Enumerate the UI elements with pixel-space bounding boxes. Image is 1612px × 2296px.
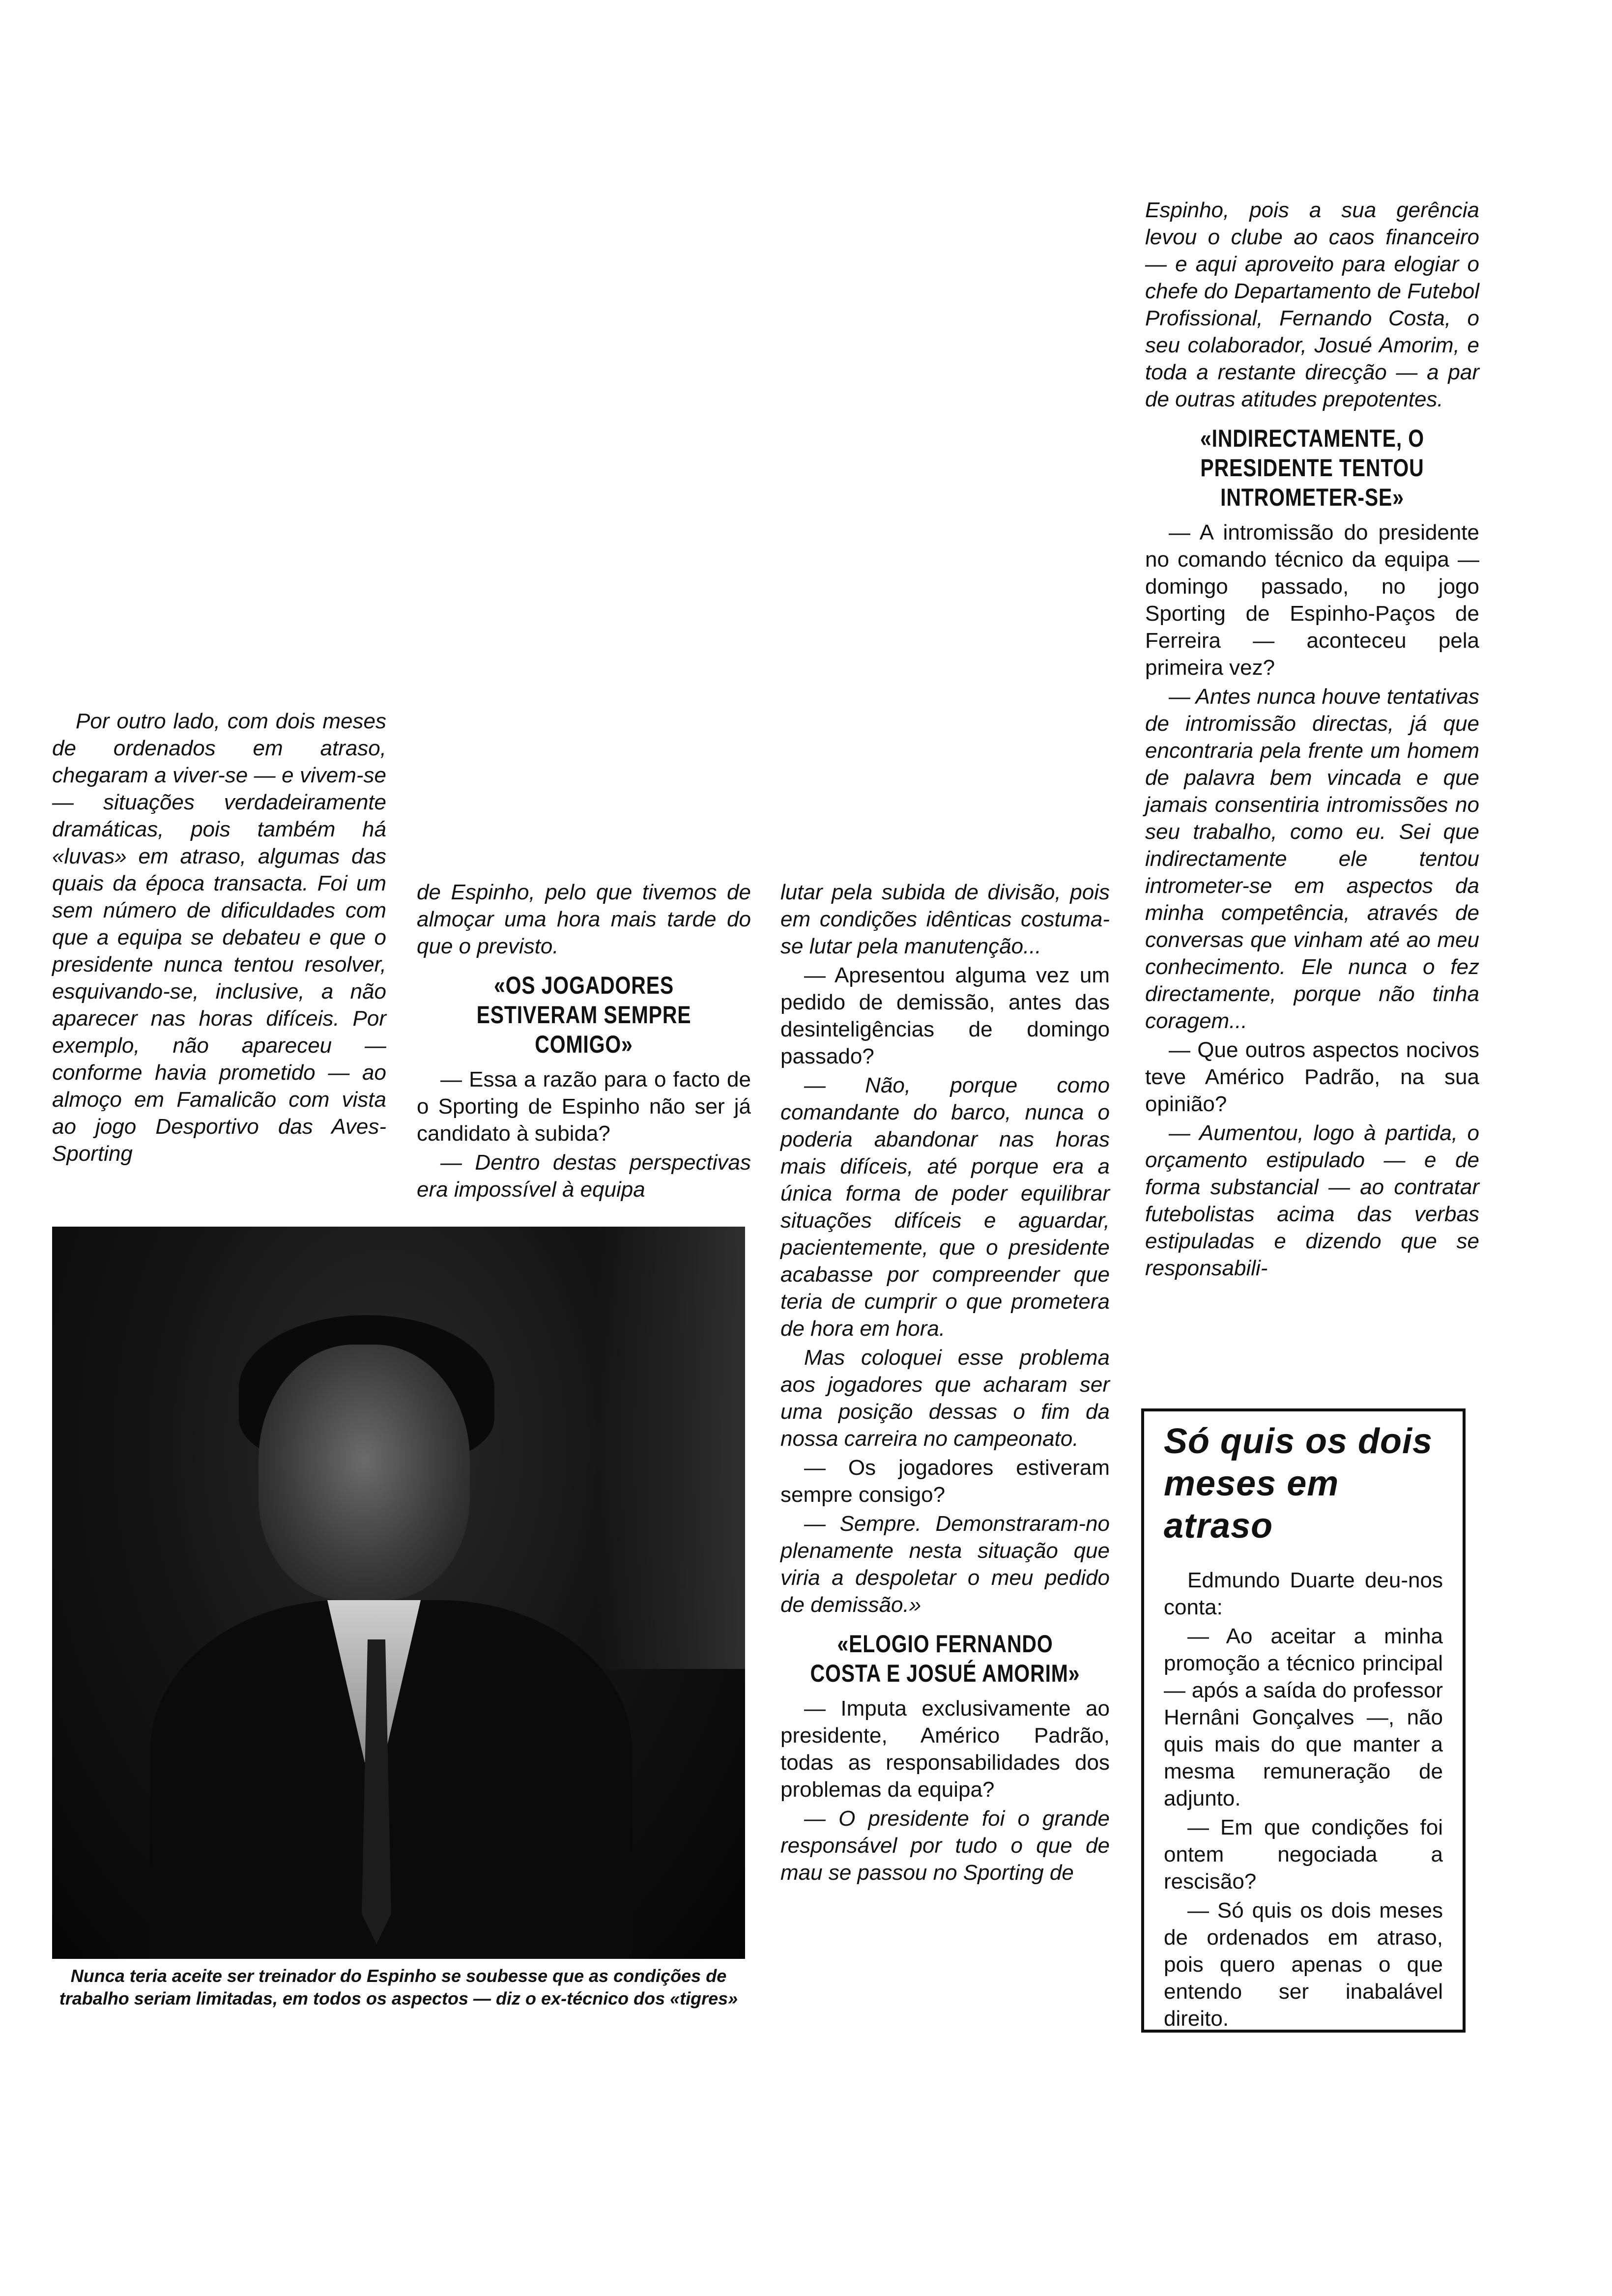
question-jogadores-consigo: — Os jogadores estiveram sempre consigo? [780,1456,1110,1507]
subheading-indirectamente: «INDIRECTAMENTE, O PRESIDENTE TENTOU INTROMETER-SE» [1200,425,1424,511]
coach-portrait-photo [52,1227,745,1959]
subheading-jogadores: «OS JOGADORES ESTIVERAM SEMPRE COMIGO» [476,972,691,1058]
answer-jogadores-problema: Mas coloquei esse problema aos jogadores que acharam ser uma posição dessas o fim da nossa carreira no campeonato. [780,1346,1110,1451]
box-answer-promocao: — Ao aceitar a minha promoção a técnico principal — após a saída do professor Hernâni Gonçalves —, não quis mais do que manter a mesma remuneração de adjunto. [1164,1624,1443,1810]
question-outros-aspectos: — Que outros aspectos nocivos teve Américo Padrão, na sua opinião? [1145,1038,1479,1116]
answer-presidente-responsavel: — O presidente foi o grande responsável por tudo o que de mau se passou no Sporting de [780,1807,1110,1885]
question-candidato-subida: — Essa a razão para o facto de o Sporting de Espinho não ser já candidato à subida? [417,1067,751,1146]
box-answer-atraso: — Só quis os dois meses de ordenados em atraso, pois quero apenas o que entendo ser inabalável direito. [1164,1898,1443,2031]
answer-comandante: — Não, porque como comandante do barco, nunca o poderia abandonar nas horas mais difíceis, até porque era a única forma de poder equilibrar situações difíceis e aguardar, pacientemente, que o presidente acabasse por compreender que teria de cumprir o que prometera de hora em hora. [780,1073,1110,1341]
column-4-intro: Espinho, pois a sua gerência levou o clube ao caos financeiro — e aqui aproveito para elogiar o chefe do Departamento de Futebol Profissional, Fernando Costa, o seu colaborador, Josué Amorim, e toda a restante direcção — a par de outras atitudes prepotentes. [1145,198,1480,411]
article-column-1 [52,708,386,1167]
sidebar-box [1141,1408,1466,2033]
column-2-intro: de Espinho, pelo que tivemos de almoçar uma hora mais tarde do que o previsto. [417,880,751,958]
question-demissao: — Apresentou alguma vez um pedido de demissão, antes das desinteligências de domingo passado? [780,963,1110,1068]
answer-intromissao: — Antes nunca houve tentativas de intromissão directas, já que encontraria pela frente um homem de palavra bem vincada e que jamais consentiria intromissões no seu trabalho, como eu. Sei que indirectamente ele tentou intrometer-se em aspectos da minha competência, através de conversas que vinham até ao meu conhecimento. Ele nunca o fez directamente, porque não tinha coragem... [1145,685,1479,1033]
box-question-rescisao: — Em que condições foi ontem negociada a rescisão? [1164,1815,1443,1894]
column-1-paragraph: Por outro lado, com dois meses de ordenados em atraso, chegaram a viver-se — e vivem-se — situações verdadeiramente dramáticas, pois também há «luvas» em atraso, algumas das quais da época transacta. Foi um sem número de dificuldades com que a equipa se debateu e que o presidente nunca tentou resolver, esquivando-se, inclusive, a não aparecer nas horas difíceis. Por exemplo, não apareceu — conforme havia prometido — ao almoço em Famalicão com vista ao jogo Desportivo das Aves-Sporting [52,709,386,1166]
question-intromissao: — A intromissão do presidente no comando técnico da equipa — domingo passado, no jogo Sporting de Espinho-Paços de Ferreira — aconteceu pela primeira vez? [1145,520,1479,680]
article-column-3 [780,879,1110,1886]
photo-caption: Nunca teria aceite ser treinador do Espinho se soubesse que as condições de trabalho seriam limitadas, em todos os aspectos — diz o ex-técnico dos «tigres» [59,1966,738,2009]
box-title: Só quis os dois meses em atraso [1164,1422,1433,1546]
box-intro: Edmundo Duarte deu-nos conta: [1164,1568,1443,1619]
answer-orcamento: — Aumentou, logo à partida, o orçamento estipulado — e de forma substancial — ao contratar futebolistas acima das verbas estipuladas e dizendo que se responsabili- [1145,1121,1479,1280]
subheading-elogio: «ELOGIO FERNANDO COSTA E JOSUÉ AMORIM» [810,1630,1080,1687]
answer-perspectivas: — Dentro destas perspectivas era impossível à equipa [417,1150,751,1202]
column-3-intro: lutar pela subida de divisão, pois em condições idênticas costuma-se lutar pela manutenção... [780,880,1110,958]
question-responsabilidades: — Imputa exclusivamente ao presidente, Américo Padrão, todas as responsabilidades dos problemas da equipa? [780,1696,1110,1802]
article-column-4 [1145,197,1479,1282]
answer-sempre: — Sempre. Demonstraram-no plenamente nesta situação que viria a despoletar o meu pedido de demissão.» [780,1512,1110,1617]
article-column-2 [417,879,751,1203]
